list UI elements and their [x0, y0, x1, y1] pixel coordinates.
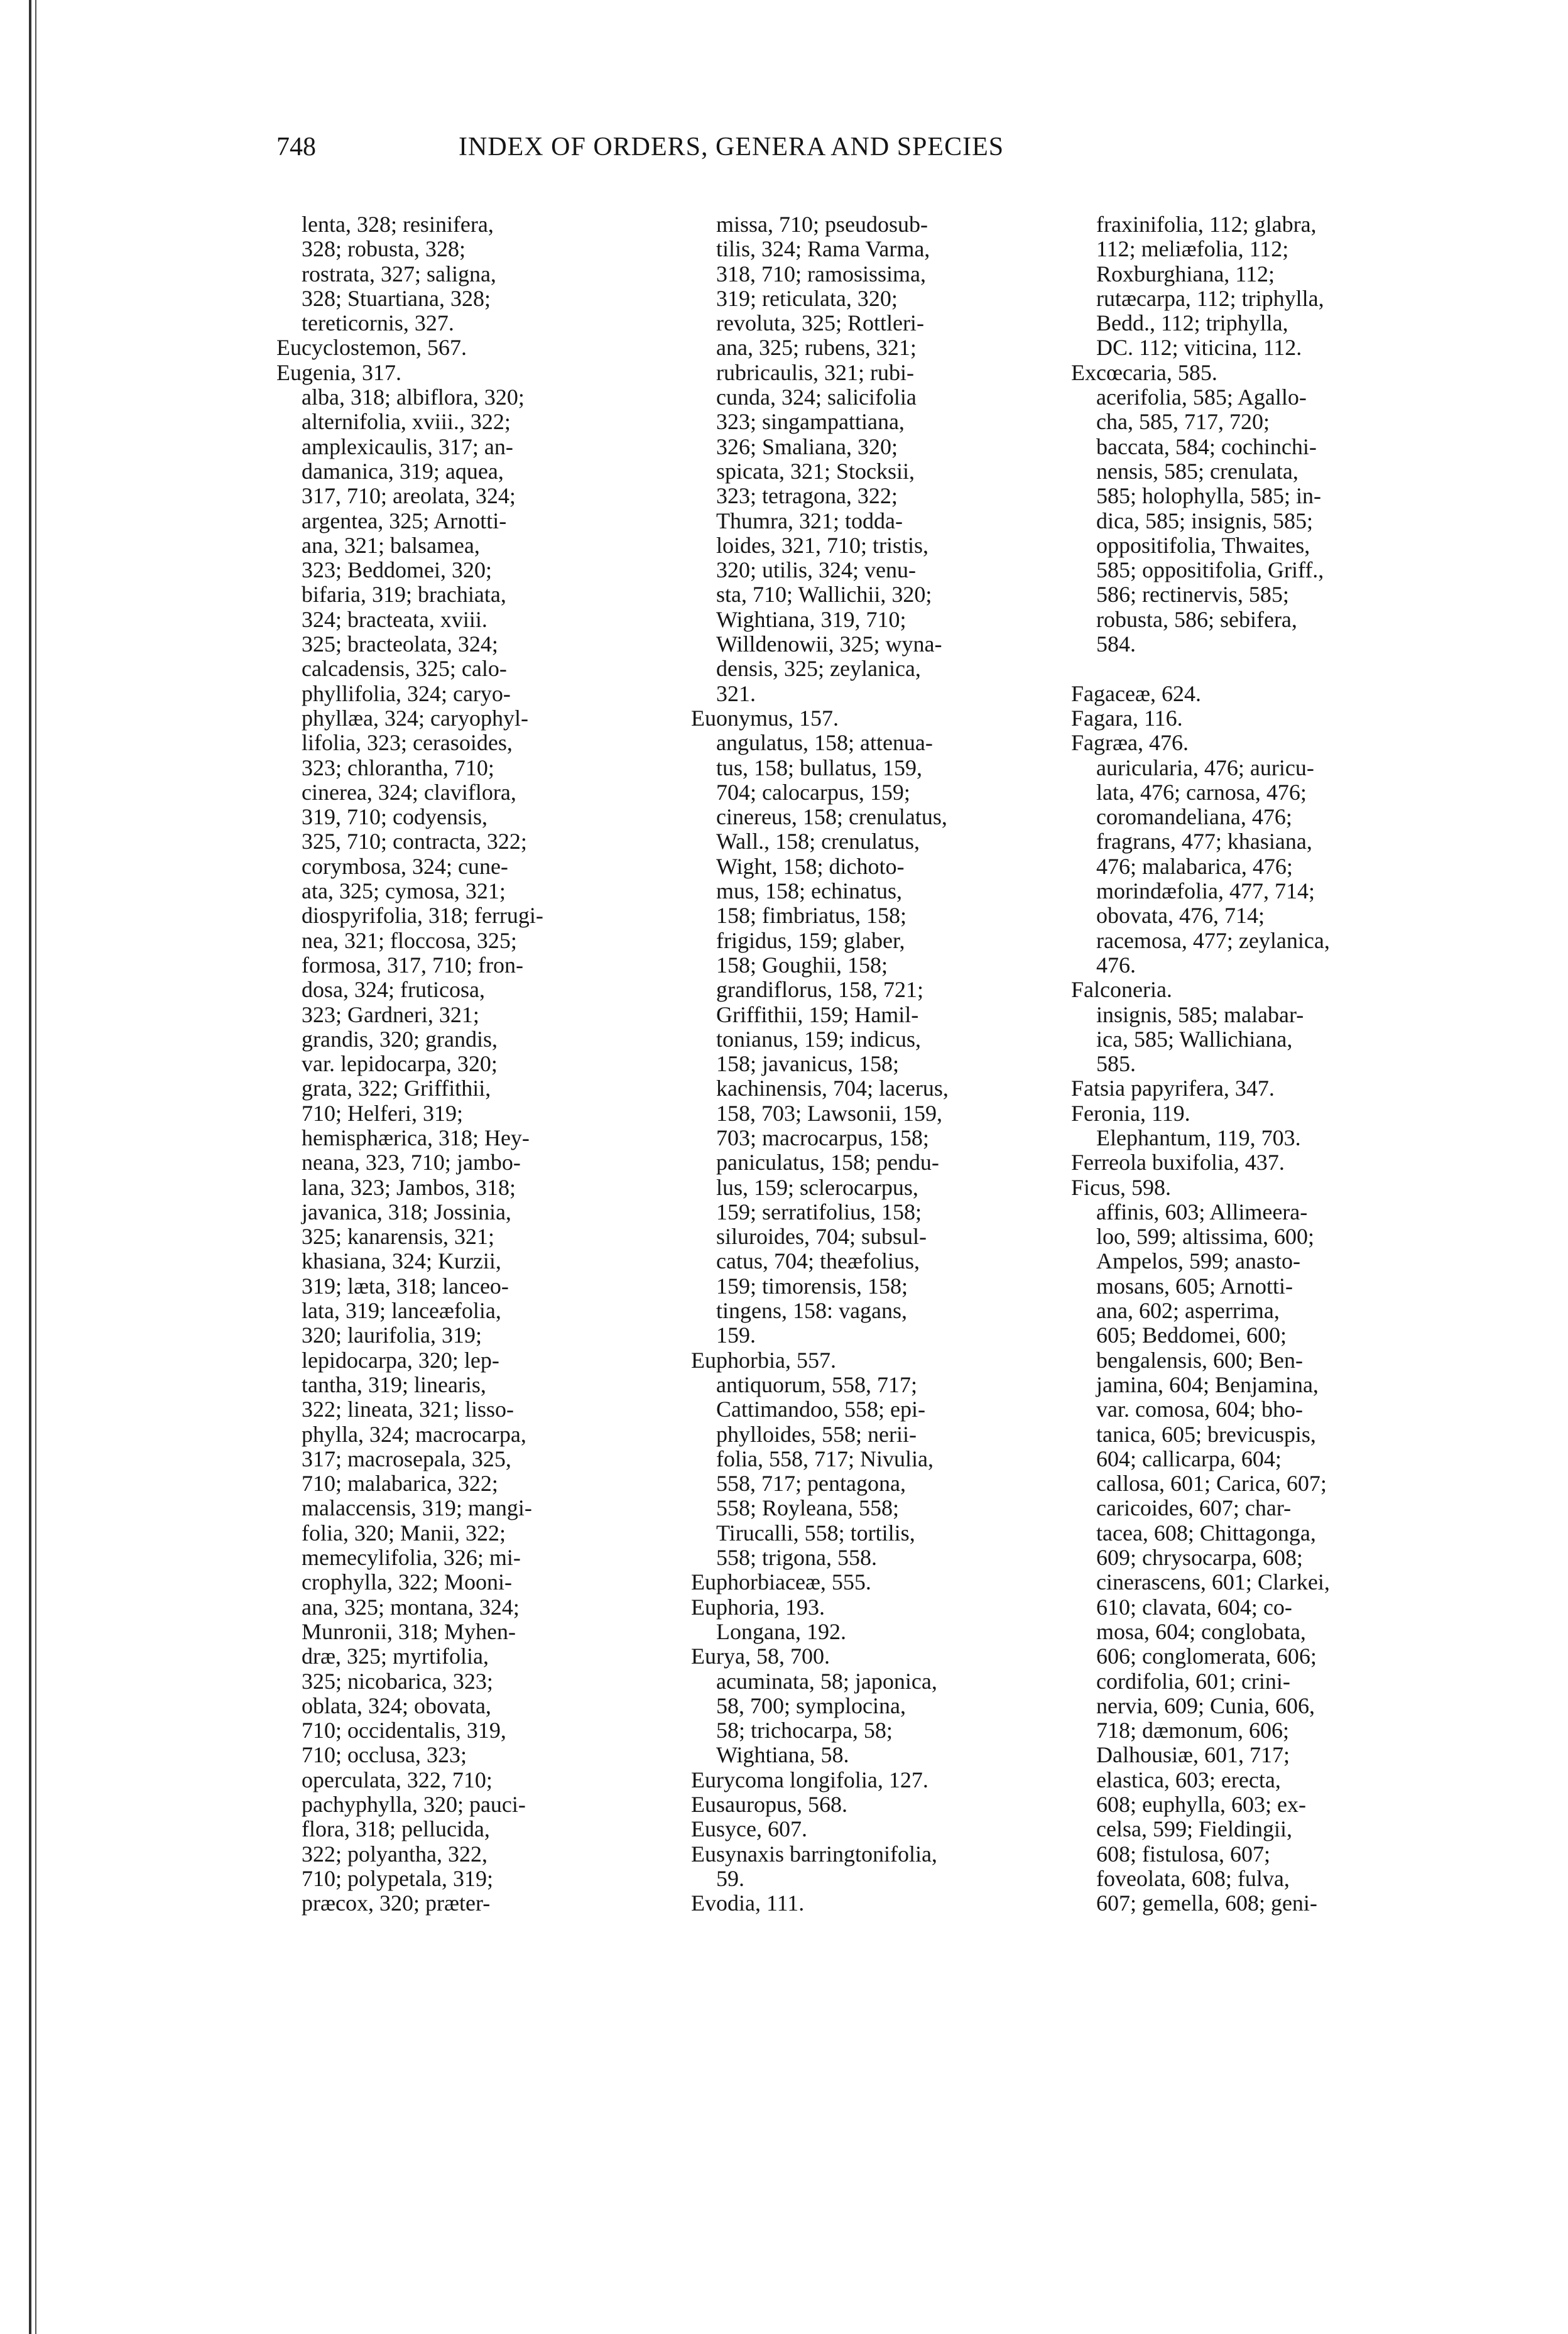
index-entry-line: grandis, 320; grandis,	[302, 1026, 498, 1052]
entry-gap	[1071, 657, 1423, 681]
index-entry-line: lana, 323; Jambos, 318;	[302, 1174, 516, 1200]
index-entry-line: auricularia, 476; auricu-	[1096, 755, 1314, 780]
index-entry-line: acuminata, 58; japonica,	[716, 1668, 937, 1694]
index-entry-line: 558, 717; pentagona,	[716, 1471, 906, 1497]
index-entry-line: robusta, 586; sebifera,	[1096, 606, 1297, 632]
index-entry-line: missa, 710; pseudosub-	[716, 212, 928, 237]
index-entry-line: lifolia, 323; cerasoides,	[302, 730, 513, 756]
index-entry-line: folia, 558, 717; Nivulia,	[716, 1446, 934, 1471]
index-entry-heading: Eurya, 58, 700.	[691, 1644, 830, 1669]
index-entry-line: Elephantum, 119, 703.	[1096, 1125, 1301, 1150]
index-entry-line: coromandeliana, 476;	[1096, 804, 1292, 830]
index-entry-line: DC. 112; viticina, 112.	[1096, 335, 1302, 361]
index-entry-line: 703; macrocarpus, 158;	[716, 1125, 929, 1150]
index-entry-line: 323; singampattiana,	[716, 409, 905, 435]
index-column-1	[276, 212, 641, 1916]
index-entry-heading: Fagara, 116.	[1071, 705, 1183, 731]
index-entry-line: cinereus, 158; crenulatus,	[716, 804, 947, 830]
index-entry-heading: Feronia, 119.	[1071, 1100, 1190, 1126]
index-entry-line: revoluta, 325; Rottleri-	[716, 310, 924, 336]
index-entry-line: cinerascens, 601; Clarkei,	[1096, 1569, 1330, 1595]
index-entry-line: diospyrifolia, 318; ferrugi-	[302, 903, 543, 929]
index-entry-line: dica, 585; insignis, 585;	[1096, 508, 1313, 533]
index-entry-line: 325, 710; contracta, 322;	[302, 829, 527, 854]
index-entry-line: dræ, 325; myrtifolia,	[302, 1644, 489, 1669]
index-entry-line: corymbosa, 324; cune-	[302, 853, 508, 879]
index-entry-line: 158; javanicus, 158;	[716, 1051, 899, 1077]
index-entry-line: caricoides, 607; char-	[1096, 1495, 1292, 1521]
index-entry-heading: Fagaceæ, 624.	[1071, 680, 1201, 706]
index-entry-line: Wight, 158; dichoto-	[716, 853, 905, 879]
index-entry-line: 328; robusta, 328;	[302, 236, 466, 262]
index-entry-heading: Eurycoma longifolia, 127.	[691, 1767, 928, 1792]
index-entry-line: operculata, 322, 710;	[302, 1767, 493, 1792]
index-entry-line: 159; serratifolius, 158;	[716, 1199, 922, 1224]
index-entry-line: fragrans, 477; khasiana,	[1096, 829, 1312, 854]
index-entry-line: 319, 710; codyensis,	[302, 804, 487, 830]
index-entry-line: præcox, 320; præter-	[302, 1890, 491, 1916]
index-entry-line: acerifolia, 585; Agallo-	[1096, 384, 1307, 410]
index-entry-line: 318, 710; ramosissima,	[716, 261, 926, 286]
index-entry-line: mosans, 605; Arnotti-	[1096, 1273, 1293, 1299]
index-entry-line: cha, 585, 717, 720;	[1096, 409, 1270, 435]
index-entry-line: alternifolia, xviii., 322;	[302, 409, 511, 435]
index-entry-line: cordifolia, 601; crini-	[1096, 1668, 1290, 1694]
index-entry-line: tilis, 324; Rama Varma,	[716, 236, 930, 262]
index-entry-line: ana, 325; montana, 324;	[302, 1594, 520, 1620]
index-entry-line: Munronii, 318; Myhen-	[302, 1618, 516, 1644]
index-entry-line: 476.	[1096, 952, 1136, 978]
index-entry-line: loo, 599; altissima, 600;	[1096, 1224, 1314, 1250]
index-entry-line: lepidocarpa, 320; lep-	[302, 1347, 499, 1373]
index-entry-heading: Eusyce, 607.	[691, 1816, 807, 1842]
index-entry-line: 158; Goughii, 158;	[716, 952, 888, 978]
index-entry-line: amplexicaulis, 317; an-	[302, 434, 513, 459]
index-entry-line: 59.	[716, 1865, 744, 1891]
index-entry-line: 609; chrysocarpa, 608;	[1096, 1545, 1303, 1571]
index-entry-line: 159; timorensis, 158;	[716, 1273, 908, 1299]
index-entry-line: 58, 700; symplocina,	[716, 1693, 906, 1718]
index-entry-line: ana, 325; rubens, 321;	[716, 335, 917, 361]
index-entry-line: cinerea, 324; claviflora,	[302, 779, 516, 805]
index-entry-line: dosa, 324; fruticosa,	[302, 977, 485, 1003]
index-entry-line: morindæfolia, 477, 714;	[1096, 878, 1315, 904]
index-entry-line: var. lepidocarpa, 320;	[302, 1051, 498, 1077]
index-entry-line: Ampelos, 599; anasto-	[1096, 1248, 1300, 1274]
index-entry-line: 323; tetragona, 322;	[716, 483, 898, 509]
index-entry-line: calcadensis, 325; calo-	[302, 656, 507, 682]
index-entry-line: 158; fimbriatus, 158;	[716, 903, 906, 929]
index-entry-heading: Fatsia papyrifera, 347.	[1071, 1076, 1275, 1101]
index-entry-line: hemisphærica, 318; Hey-	[302, 1125, 530, 1150]
index-entry-line: obovata, 476, 714;	[1096, 903, 1265, 929]
index-entry-line: lata, 476; carnosa, 476;	[1096, 779, 1307, 805]
index-entry-line: 704; calocarpus, 159;	[716, 779, 910, 805]
index-entry-line: 558; Royleana, 558;	[716, 1495, 899, 1521]
index-entry-line: Dalhousiæ, 601, 717;	[1096, 1742, 1290, 1768]
index-entry-line: fraxinifolia, 112; glabra,	[1096, 212, 1317, 237]
index-entry-line: 323; Gardneri, 321;	[302, 1001, 479, 1027]
index-entry-line: formosa, 317, 710; fron-	[302, 952, 523, 978]
index-entry-line: lata, 319; lanceæfolia,	[302, 1298, 501, 1324]
index-entry-line: 325; kanarensis, 321;	[302, 1224, 494, 1250]
index-entry-line: 159.	[716, 1322, 756, 1348]
binding-edge	[0, 0, 38, 2334]
index-entry-heading: Ficus, 598.	[1071, 1174, 1172, 1200]
index-entry-line: 319; reticulata, 320;	[716, 285, 898, 311]
index-entry-line: var. comosa, 604; bho-	[1096, 1397, 1303, 1422]
index-entry-line: khasiana, 324; Kurzii,	[302, 1248, 501, 1274]
index-entry-line: paniculatus, 158; pendu-	[716, 1150, 939, 1175]
running-title: INDEX OF ORDERS, GENERA AND SPECIES	[459, 133, 1004, 161]
index-entry-heading: Euonymus, 157.	[691, 705, 839, 731]
index-column-3	[1071, 212, 1423, 1916]
index-entry-line: 605; Beddomei, 600;	[1096, 1322, 1287, 1348]
index-entry-line: 606; conglomerata, 606;	[1096, 1644, 1317, 1669]
index-entry-line: 585.	[1096, 1051, 1136, 1077]
page-number: 748	[276, 133, 316, 161]
index-entry-heading: Eusynaxis barringtonifolia,	[691, 1841, 937, 1867]
index-entry-line: Roxburghiana, 112;	[1096, 261, 1275, 286]
index-entry-line: Bedd., 112; triphylla,	[1096, 310, 1288, 336]
index-entry-line: affinis, 603; Allimeera-	[1096, 1199, 1308, 1224]
index-entry-line: 607; gemella, 608; geni-	[1096, 1890, 1317, 1916]
index-entry-line: nea, 321; floccosa, 325;	[302, 927, 517, 953]
index-entry-line: foveolata, 608; fulva,	[1096, 1865, 1290, 1891]
index-entry-heading: Falconeria.	[1071, 977, 1172, 1003]
index-entry-line: cunda, 324; salicifolia	[716, 384, 917, 410]
index-entry-line: elastica, 603; erecta,	[1096, 1767, 1281, 1792]
index-entry-line: bengalensis, 600; Ben-	[1096, 1347, 1303, 1373]
index-entry-line: racemosa, 477; zeylanica,	[1096, 927, 1330, 953]
index-entry-line: bifaria, 319; brachiata,	[302, 582, 506, 608]
index-entry-line: angulatus, 158; attenua-	[716, 730, 933, 756]
index-entry-line: Griffithii, 159; Hamil-	[716, 1001, 919, 1027]
index-entry-line: lus, 159; sclerocarpus,	[716, 1174, 918, 1200]
index-entry-line: 322; lineata, 321; lisso-	[302, 1397, 514, 1422]
index-entry-line: 604; callicarpa, 604;	[1096, 1446, 1282, 1471]
index-entry-line: 317; macrosepala, 325,	[302, 1446, 511, 1471]
index-entry-line: 608; fistulosa, 607;	[1096, 1841, 1270, 1867]
index-entry-line: grandiflorus, 158, 721;	[716, 977, 923, 1003]
index-entry-line: 585; holophylla, 585; in-	[1096, 483, 1321, 509]
index-entry-heading: Ferreola buxifolia, 437.	[1071, 1150, 1285, 1175]
index-entry-line: tereticornis, 327.	[302, 310, 454, 336]
index-entry-line: 710; Helferi, 319;	[302, 1100, 463, 1126]
index-entry-line: 58; trichocarpa, 58;	[716, 1718, 893, 1743]
index-entry-line: tacea, 608; Chittagonga,	[1096, 1520, 1316, 1546]
index-entry-line: folia, 320; Manii, 322;	[302, 1520, 506, 1546]
index-entry-line: ica, 585; Wallichiana,	[1096, 1026, 1293, 1052]
index-entry-line: 324; bracteata, xviii.	[302, 606, 487, 632]
index-entry-line: ata, 325; cymosa, 321;	[302, 878, 506, 904]
index-entry-line: celsa, 599; Fieldingii,	[1096, 1816, 1292, 1842]
index-entry-line: crophylla, 322; Mooni-	[302, 1569, 512, 1595]
index-entry-line: phylloides, 558; nerii-	[716, 1421, 917, 1447]
index-entry-line: tingens, 158: vagans,	[716, 1298, 907, 1324]
index-entry-line: lenta, 328; resinifera,	[302, 212, 494, 237]
index-entry-line: ana, 602; asperrima,	[1096, 1298, 1280, 1324]
index-entry-line: oppositifolia, Thwaites,	[1096, 532, 1310, 558]
index-entry-line: damanica, 319; aquea,	[302, 458, 504, 484]
index-entry-line: 323; Beddomei, 320;	[302, 557, 492, 583]
index-entry-line: spicata, 321; Stocksii,	[716, 458, 915, 484]
index-entry-line: 112; meliæfolia, 112;	[1096, 236, 1289, 262]
index-entry-line: Tirucalli, 558; tortilis,	[716, 1520, 915, 1546]
index-entry-line: 476; malabarica, 476;	[1096, 853, 1293, 879]
index-entry-line: 321.	[716, 680, 756, 706]
index-entry-heading: Eusauropus, 568.	[691, 1792, 847, 1817]
index-entry-line: javanica, 318; Jossinia,	[302, 1199, 511, 1224]
index-entry-heading: Euphoria, 193.	[691, 1594, 825, 1620]
index-entry-line: nensis, 585; crenulata,	[1096, 458, 1298, 484]
index-entry-line: 585; oppositifolia, Griff.,	[1096, 557, 1324, 583]
index-entry-line: 317, 710; areolata, 324;	[302, 483, 516, 509]
index-entry-line: 328; Stuartiana, 328;	[302, 285, 491, 311]
index-entry-line: neana, 323, 710; jambo-	[302, 1150, 521, 1175]
index-entry-line: pachyphylla, 320; pauci-	[302, 1792, 526, 1817]
index-entry-line: 326; Smaliana, 320;	[716, 434, 898, 459]
index-entry-line: densis, 325; zeylanica,	[716, 656, 921, 682]
page-header	[276, 132, 1231, 182]
index-entry-line: Cattimandoo, 558; epi-	[716, 1397, 925, 1422]
index-entry-heading: Evodia, 111.	[691, 1890, 805, 1916]
index-entry-line: 710; malabarica, 322;	[302, 1471, 498, 1497]
index-entry-line: flora, 318; pellucida,	[302, 1816, 490, 1842]
index-entry-line: tantha, 319; linearis,	[302, 1371, 486, 1397]
index-entry-line: phyllifolia, 324; caryo-	[302, 680, 511, 706]
index-entry-line: Thumra, 321; todda-	[716, 508, 903, 533]
index-entry-line: phylla, 324; macrocarpa,	[302, 1421, 526, 1447]
index-entry-line: Willdenowii, 325; wyna-	[716, 631, 942, 657]
index-entry-line: 323; chlorantha, 710;	[302, 755, 494, 780]
index-entry-line: 710; occlusa, 323;	[302, 1742, 467, 1768]
index-entry-line: 710; polypetala, 319;	[302, 1865, 493, 1891]
index-entry-line: 320; laurifolia, 319;	[302, 1322, 482, 1348]
index-entry-line: 319; læta, 318; lanceo-	[302, 1273, 509, 1299]
index-entry-line: 325; nicobarica, 323;	[302, 1668, 493, 1694]
index-entry-line: frigidus, 159; glaber,	[716, 927, 905, 953]
index-entry-line: memecylifolia, 326; mi-	[302, 1545, 521, 1571]
index-entry-line: 320; utilis, 324; venu-	[716, 557, 916, 583]
index-entry-heading: Euphorbia, 557.	[691, 1347, 836, 1373]
index-entry-line: sta, 710; Wallichii, 320;	[716, 582, 932, 608]
index-entry-line: argentea, 325; Arnotti-	[302, 508, 507, 533]
index-entry-line: tus, 158; bullatus, 159,	[716, 755, 923, 780]
index-entry-line: loides, 321, 710; tristis,	[716, 532, 929, 558]
index-entry-line: kachinensis, 704; lacerus,	[716, 1076, 949, 1101]
index-entry-line: 558; trigona, 558.	[716, 1545, 877, 1571]
index-entry-line: Wightiana, 58.	[716, 1742, 849, 1768]
index-entry-line: 325; bracteolata, 324;	[302, 631, 498, 657]
index-entry-heading: Eucyclostemon, 567.	[276, 335, 467, 361]
index-entry-line: baccata, 584; cochinchi-	[1096, 434, 1317, 459]
index-entry-line: 710; occidentalis, 319,	[302, 1718, 506, 1743]
index-entry-line: mus, 158; echinatus,	[716, 878, 902, 904]
index-entry-line: nervia, 609; Cunia, 606,	[1096, 1693, 1315, 1718]
index-entry-line: rostrata, 327; saligna,	[302, 261, 496, 286]
index-entry-line: malaccensis, 319; mangi-	[302, 1495, 532, 1521]
index-entry-line: catus, 704; theæfolius,	[716, 1248, 920, 1274]
index-entry-line: Wall., 158; crenulatus,	[716, 829, 920, 854]
index-entry-line: tanica, 605; brevicuspis,	[1096, 1421, 1316, 1447]
index-entry-line: alba, 318; albiflora, 320;	[302, 384, 525, 410]
index-entry-line: jamina, 604; Benjamina,	[1096, 1371, 1319, 1397]
index-entry-heading: Euphorbiaceæ, 555.	[691, 1569, 871, 1595]
index-entry-line: 610; clavata, 604; co-	[1096, 1594, 1292, 1620]
index-entry-line: siluroides, 704; subsul-	[716, 1224, 927, 1250]
binding-line	[29, 0, 31, 2334]
index-entry-line: callosa, 601; Carica, 607;	[1096, 1471, 1327, 1497]
index-entry-heading: Fagræa, 476.	[1071, 730, 1189, 756]
index-entry-line: oblata, 324; obovata,	[302, 1693, 491, 1718]
index-entry-line: rutæcarpa, 112; triphylla,	[1096, 285, 1324, 311]
index-entry-line: 584.	[1096, 631, 1136, 657]
index-entry-line: grata, 322; Griffithii,	[302, 1076, 491, 1101]
index-entry-line: Wightiana, 319, 710;	[716, 606, 906, 632]
index-entry-line: mosa, 604; conglobata,	[1096, 1618, 1306, 1644]
index-entry-line: antiquorum, 558, 717;	[716, 1371, 917, 1397]
index-column-2	[691, 212, 1049, 1916]
index-entry-heading: Excœcaria, 585.	[1071, 359, 1217, 385]
index-entry-line: rubricaulis, 321; rubi-	[716, 359, 914, 385]
index-entry-line: phyllæa, 324; caryophyl-	[302, 705, 528, 731]
index-entry-line: 158, 703; Lawsonii, 159,	[716, 1100, 942, 1126]
index-entry-line: tonianus, 159; indicus,	[716, 1026, 921, 1052]
index-entry-line: 608; euphylla, 603; ex-	[1096, 1792, 1306, 1817]
index-entry-line: Longana, 192.	[716, 1618, 846, 1644]
index-entry-line: 322; polyantha, 322,	[302, 1841, 487, 1867]
index-entry-line: ana, 321; balsamea,	[302, 532, 480, 558]
index-entry-line: 586; rectinervis, 585;	[1096, 582, 1289, 608]
index-entry-line: insignis, 585; malabar-	[1096, 1001, 1304, 1027]
binding-line	[35, 0, 36, 2334]
index-entry-heading: Eugenia, 317.	[276, 359, 401, 385]
index-entry-line: 718; dæmonum, 606;	[1096, 1718, 1290, 1743]
